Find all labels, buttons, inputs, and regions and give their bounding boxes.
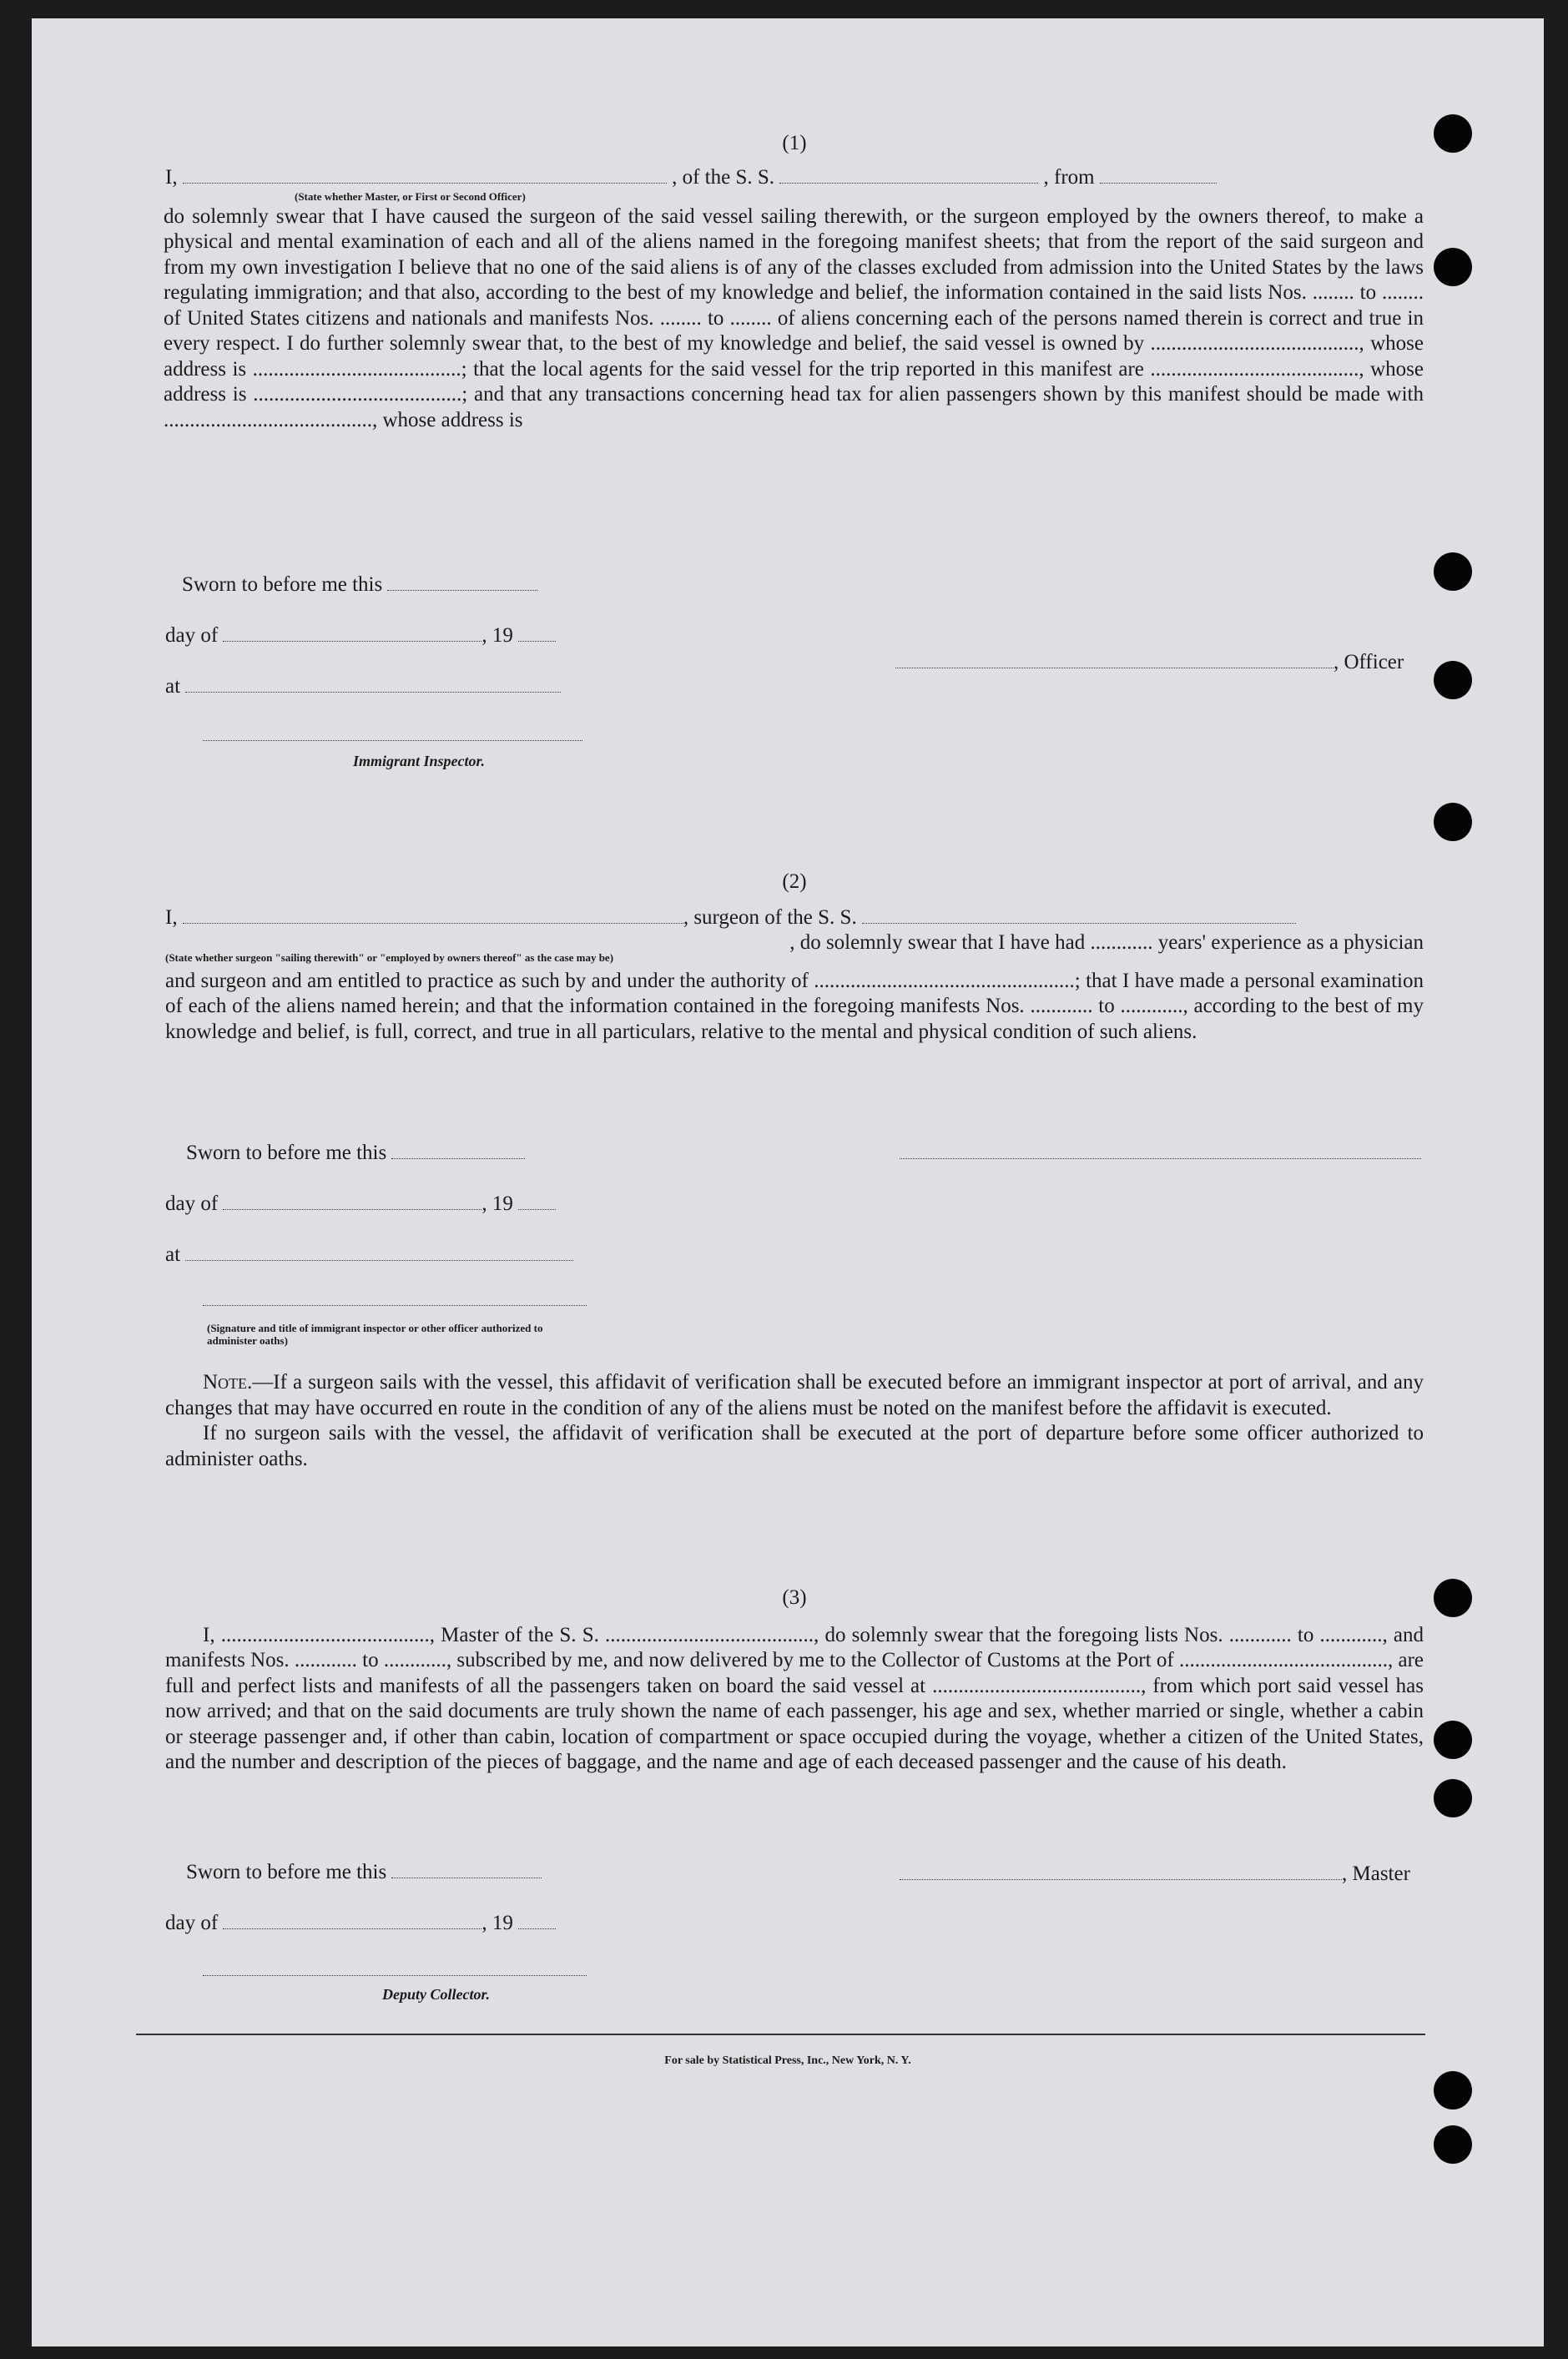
inspector-signature-field[interactable] [203, 1305, 587, 1306]
surgeon-signature-field[interactable] [900, 1158, 1421, 1159]
binder-hole [1434, 661, 1472, 699]
year-label: , 19 [481, 1912, 513, 1934]
note-paragraph-1 [165, 1370, 1424, 1421]
signature-title-note: (Signature and title of immigrant inspector or other officer authorized to administer oaths) [207, 1322, 543, 1347]
at-label: at [165, 675, 181, 698]
note-label: Note. [203, 1371, 253, 1394]
sworn-row-1 [182, 573, 537, 597]
affidavit-section-3 [165, 1585, 1424, 1776]
year-field[interactable] [518, 1209, 556, 1210]
year-field[interactable] [518, 1928, 556, 1929]
master-label: , Master [1342, 1863, 1410, 1885]
surgeon-name-field[interactable] [183, 923, 683, 924]
year-label: , 19 [481, 1192, 513, 1215]
month-field[interactable] [223, 1928, 481, 1929]
officer-label: , Officer [1334, 651, 1404, 673]
note-block [165, 1370, 1424, 1472]
from-label: , from [1043, 165, 1095, 189]
affidavit-section-1 [165, 131, 1424, 433]
month-field[interactable] [223, 641, 481, 642]
of-ss-label: , of the S. S. [672, 165, 775, 189]
at-label: at [165, 1243, 181, 1266]
place-field[interactable] [185, 1260, 573, 1261]
at-row-1 [165, 675, 561, 698]
day-of-label: day of [165, 1912, 219, 1934]
binder-hole [1434, 552, 1472, 591]
year-field[interactable] [518, 641, 556, 642]
section-number: (2) [782, 870, 807, 893]
master-sign-row [900, 1863, 1410, 1886]
officer-rank-note: (State whether Master, or First or Second Officer) [295, 189, 526, 203]
sworn-row-3 [186, 1861, 542, 1884]
deputy-signature-field[interactable] [203, 1975, 587, 1976]
departure-port-field[interactable] [1100, 183, 1217, 184]
binder-hole [1434, 803, 1472, 841]
sworn-label: Sworn to before me this [186, 1142, 387, 1164]
pronoun-i: I, [165, 165, 178, 189]
officer-sign-row [895, 651, 1404, 674]
date-row-2 [165, 1192, 556, 1216]
section-number: (3) [782, 1586, 807, 1609]
binder-hole [1434, 248, 1472, 286]
affidavit-section-2 [165, 870, 1424, 1045]
master-signature-field[interactable] [900, 1879, 1342, 1880]
day-of-label: day of [165, 624, 219, 647]
manifest-back-page [32, 18, 1544, 2346]
deputy-sign-line [203, 1958, 587, 1982]
ship-name-field[interactable] [779, 183, 1038, 184]
section-number: (1) [782, 132, 807, 154]
surgeon-of-ss-label: , surgeon of the S. S. [683, 905, 857, 929]
inspector2-sign-line [203, 1288, 587, 1312]
surgeon-sign-row [900, 1142, 1421, 1165]
date-row-1 [165, 624, 556, 648]
binder-hole [1434, 1721, 1472, 1759]
inspector-signature-field[interactable] [203, 740, 582, 741]
month-field[interactable] [223, 1209, 481, 1210]
day-of-label: day of [165, 1192, 219, 1215]
sworn-row-2 [186, 1142, 525, 1165]
binder-hole [1434, 1579, 1472, 1617]
binder-hole [1434, 2071, 1472, 2109]
binder-hole [1434, 114, 1472, 153]
affidavit-text-2: and surgeon and am entitled to practice as such by and under the authority of ..................................................; that I have made a personal examination of each of the aliens named herein; and that the information contained in the foregoing manifests Nos. ............ to ............, according to the best of my knowledge and belief, is full, correct, and true in all particulars, relative to the mental and physical condition of such aliens. [165, 969, 1424, 1043]
affidavit-text-1: do solemnly swear that I have caused the surgeon of the said vessel sailing therewith, or the surgeon employed by the owners thereof, to make a physical and mental examination of each and all of the aliens named in the foregoing manifest sheets; that from the report of the said surgeon and from my own investigation I believe that no one of the said aliens is of any of the classes excluded from admission into the United States by the laws regulating immigration; and that also, according to the best of my knowledge and belief, the information contained in the said lists Nos. ........ to ........ of United States citizens and nationals and manifests Nos. ........ to ........ of aliens concerning each of the persons named therein is correct and true in every respect. I do further solemnly swear that, to the best of my knowledge and belief, the said vessel is owned by ........................................, whose address is ........................................; that the local agents for the said vessel for the trip reported in this manifest are ........................................, whose address is ........................................; and that any transactions concerning head tax for alien passengers shown by this manifest should be made with ........................................, whose address is [164, 204, 1424, 431]
binder-hole [1434, 1779, 1472, 1817]
surgeon-type-note: (State whether surgeon "sailing therewith" or "employed by owners thereof" as the case may be) [165, 950, 614, 964]
note-text-1: —If a surgeon sails with the vessel, this affidavit of verification shall be executed before an immigrant inspector at port of arrival, and any changes that may have occurred en route in the condition of any of the aliens must be noted on the manifest before the affidavit is executed. [165, 1371, 1424, 1419]
inspector-label: Immigrant Inspector. [353, 753, 486, 769]
pronoun-i: I, [165, 905, 178, 929]
sworn-label: Sworn to before me this [182, 573, 383, 596]
affidavit-text-3: I, ........................................, Master of the S. S. ........................................, do solemnly swear that the foregoing lists Nos. ............ to ............, and manifests Nos. ............ to ............, subscribed by me, and now delivered by me to the Collector of Customs at the Port of ........................................, are full and perfect lists and manifests of all the passengers taken on board the said vessel at ........................................, from which port said vessel has now arrived; and that on the said documents are truly shown the name of each passenger, his age and sex, whether married or single, whether a cabin or steerage passenger and, if other than cabin, location of compartment or space occupied during the voyage, whether a citizen of the United States, and the number and description of the pieces of baggage, and the name and age of each deceased passenger and the cause of his death. [165, 1623, 1424, 1773]
year-label: , 19 [481, 624, 513, 647]
sworn-day-field[interactable] [387, 590, 537, 591]
date-row-3 [165, 1912, 556, 1935]
sworn-label: Sworn to before me this [186, 1861, 387, 1883]
printer-credit: For sale by Statistical Press, Inc., New York, N. Y. [664, 2054, 911, 2067]
deputy-label: Deputy Collector. [382, 1986, 490, 2003]
footer-rule [136, 2034, 1425, 2035]
at-row-2 [165, 1243, 573, 1267]
sworn-day-field[interactable] [391, 1158, 525, 1159]
binder-hole [1434, 2125, 1472, 2164]
years-experience-line: , do solemnly swear that I have had ............ years' experience as a physician [789, 931, 1424, 954]
note-paragraph-2: If no surgeon sails with the vessel, the affidavit of verification shall be executed at the port of departure before some officer authorized to administer oaths. [165, 1422, 1424, 1470]
place-field[interactable] [185, 692, 561, 693]
surgeon-ship-field[interactable] [862, 923, 1296, 924]
officer-name-field[interactable] [183, 183, 667, 184]
inspector-sign-line [203, 723, 582, 747]
